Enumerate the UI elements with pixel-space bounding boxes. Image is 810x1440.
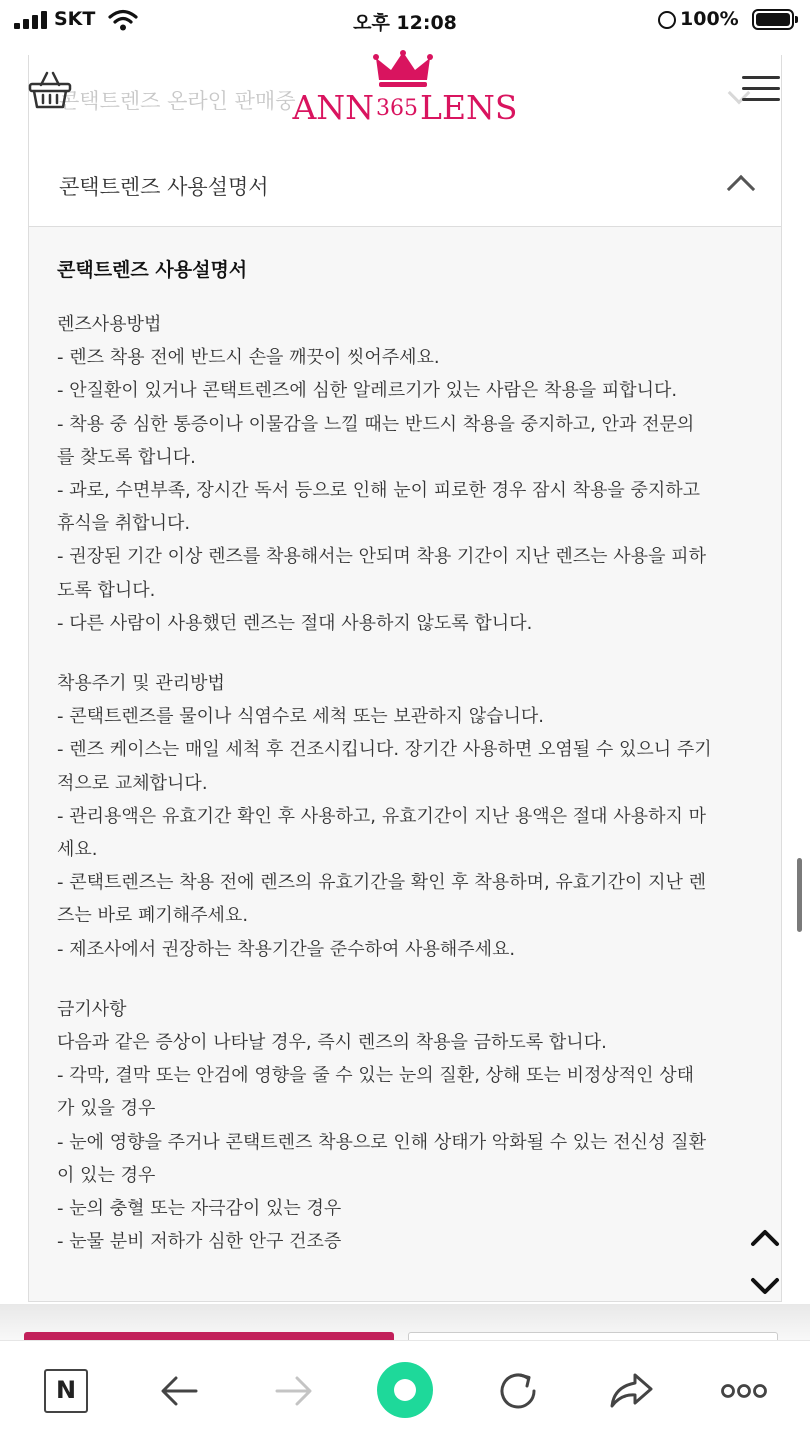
section-line: - 제조사에서 권장하는 착용기간을 준수하여 사용해주세요. xyxy=(57,938,516,960)
section-line: - 권장된 기간 이상 렌즈를 착용해서는 안되며 착용 기간이 지난 렌즈는 사용을 피하 xyxy=(57,546,706,568)
section-care xyxy=(57,667,757,966)
forward-icon[interactable] xyxy=(265,1363,321,1419)
section-heading: 렌즈사용방법 xyxy=(57,314,162,335)
section-line: - 콘택트렌즈는 착용 전에 렌즈의 유효기간을 확인 후 착용하며, 유효기간이 지난 렌 xyxy=(57,872,706,894)
logo-number: 365 xyxy=(376,96,419,121)
section-contraindications xyxy=(57,993,757,1259)
chevron-down-icon[interactable] xyxy=(750,1272,780,1302)
chevron-up-icon[interactable] xyxy=(727,175,755,203)
section-line: - 눈물 분비 저하가 심한 안구 건조증 xyxy=(57,1231,342,1253)
cart-icon[interactable] xyxy=(28,70,72,110)
section-line: - 눈에 영향을 주거나 콘택트렌즈 착용으로 인해 상태가 악화될 수 있는 전신성 질환 xyxy=(57,1131,706,1153)
manual-accordion xyxy=(28,140,782,1302)
section-line: - 관리용액은 유효기간 확인 후 사용하고, 유효기간이 지난 용액은 절대 사용하지 마 xyxy=(57,805,706,827)
reload-icon[interactable] xyxy=(490,1363,546,1419)
body-title: 콘택트렌즈 사용설명서 xyxy=(57,259,248,281)
chevron-up-icon[interactable] xyxy=(750,1222,780,1252)
logo-text xyxy=(285,88,525,127)
logo-word-ann: ANN xyxy=(292,88,375,127)
crown-icon xyxy=(373,50,433,90)
section-line: 가 있을 경우 xyxy=(57,1098,156,1120)
accordion-title: 콘택트렌즈 사용설명서 xyxy=(59,175,269,199)
section-line: 세요. xyxy=(57,839,98,861)
accordion-body xyxy=(57,255,757,1285)
carrier-label: SKT xyxy=(54,8,96,30)
section-line: - 렌즈 케이스는 매일 세척 후 건조시킵니다. 장기간 사용하면 오염될 수 있으니 주기 xyxy=(57,739,712,761)
n-icon[interactable]: N xyxy=(38,1363,94,1419)
battery-percent: 100% xyxy=(680,8,739,30)
section-line: 를 찾도록 합니다. xyxy=(57,446,196,468)
section-usage xyxy=(57,308,757,640)
section-heading: 착용주기 및 관리방법 xyxy=(57,673,225,695)
section-line: - 렌즈 착용 전에 반드시 손을 깨끗이 씻어주세요. xyxy=(57,347,440,369)
section-line: - 콘택트렌즈를 물이나 식염수로 세척 또는 보관하지 않습니다. xyxy=(57,706,544,728)
site-header xyxy=(0,40,810,140)
status-bar xyxy=(0,0,810,40)
more-icon[interactable] xyxy=(716,1363,772,1419)
rotation-lock-icon xyxy=(658,11,676,29)
battery-icon xyxy=(752,9,794,30)
section-line: 다음과 같은 증상이 나타날 경우, 즉시 렌즈의 착용을 금하도록 합니다. xyxy=(57,1032,607,1054)
section-line: - 다른 사람이 사용했던 렌즈는 절대 사용하지 않도록 합니다. xyxy=(57,612,533,634)
section-heading: 금기사항 xyxy=(57,998,127,1020)
section-line: - 과로, 수면부족, 장시간 독서 등으로 인해 눈이 피로한 경우 잠시 착용을 중지하고 xyxy=(57,480,701,502)
browser-toolbar xyxy=(0,1340,810,1440)
back-icon[interactable] xyxy=(152,1363,208,1419)
status-time: 오후 12:08 xyxy=(353,12,457,34)
section-line: 이 있는 경우 xyxy=(57,1164,156,1186)
section-line: 즈는 바로 폐기해주세요. xyxy=(57,905,249,927)
section-line: - 안질환이 있거나 콘택트렌즈에 심한 알레르기가 있는 사람은 착용을 피합니다. xyxy=(57,380,678,402)
hamburger-menu-icon[interactable] xyxy=(742,76,780,102)
section-line: - 각막, 결막 또는 안검에 영향을 줄 수 있는 눈의 질환, 상해 또는 비정상적인 상태 xyxy=(57,1065,695,1087)
section-line: 도록 합니다. xyxy=(57,579,156,601)
page-scrollbar[interactable] xyxy=(797,858,802,932)
share-icon[interactable] xyxy=(603,1363,659,1419)
section-line: - 눈의 충혈 또는 자극감이 있는 경우 xyxy=(57,1198,342,1220)
behind-item-label: 콘택트렌즈 온라인 판매중 xyxy=(59,89,296,113)
section-line: - 착용 중 심한 통증이나 이물감을 느낄 때는 반드시 착용을 중지하고, 안과 전문의 xyxy=(57,413,695,435)
home-icon[interactable] xyxy=(376,1361,434,1419)
site-logo[interactable] xyxy=(285,50,525,130)
section-line: 휴식을 취합니다. xyxy=(57,513,191,535)
section-line: 적으로 교체합니다. xyxy=(57,772,208,794)
logo-word-lens: LENS xyxy=(420,88,518,127)
accordion-header[interactable] xyxy=(29,141,781,227)
